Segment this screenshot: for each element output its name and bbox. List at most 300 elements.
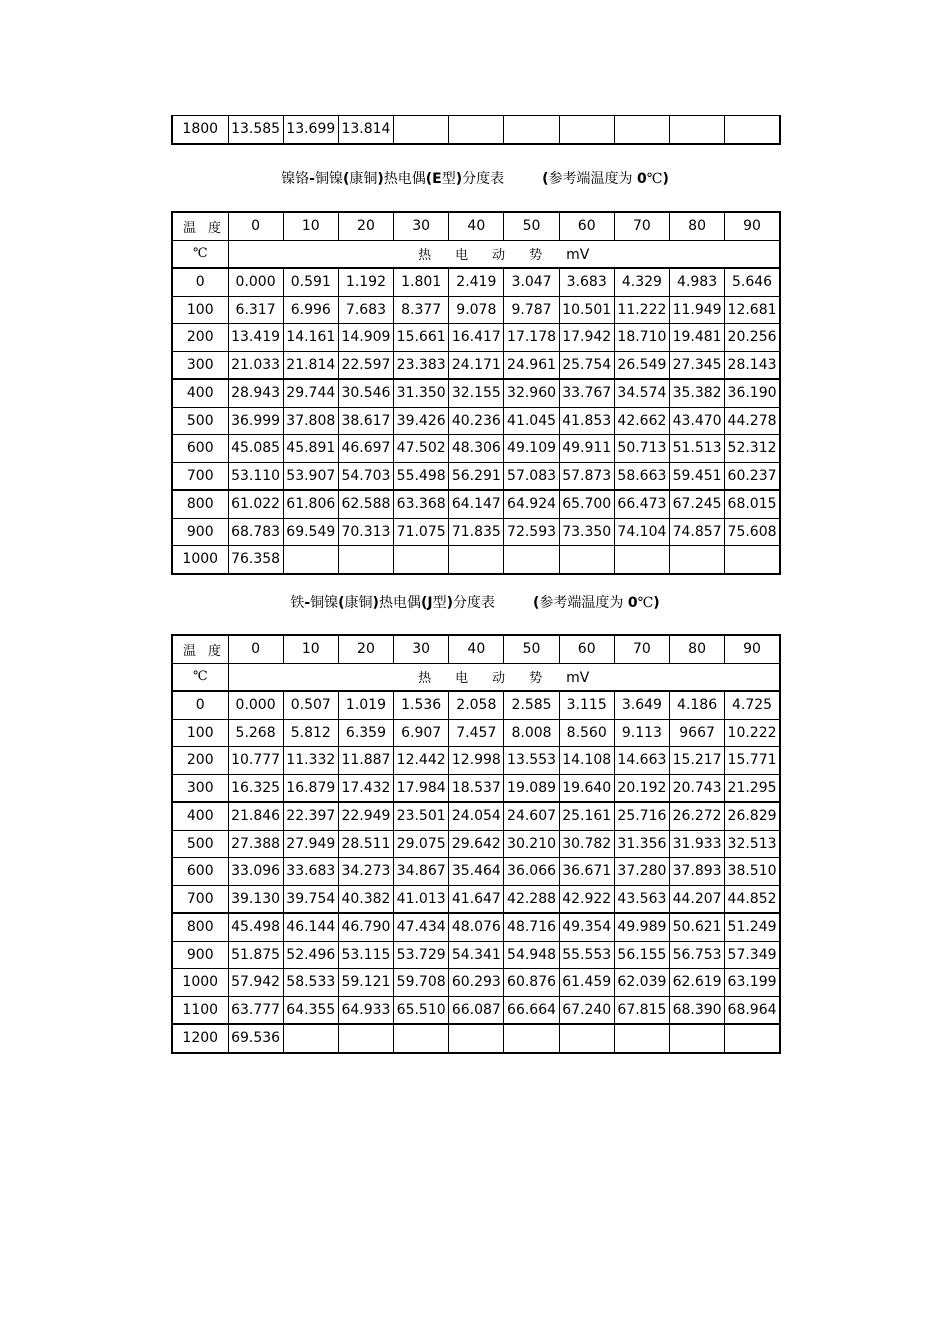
emf-cell: 73.350 [559, 518, 614, 546]
emf-cell: 43.470 [670, 407, 725, 435]
header-row [172, 212, 780, 240]
emf-cell: 8.008 [504, 719, 559, 747]
emf-cell: 41.013 [394, 885, 449, 913]
emf-cell: 12.998 [449, 747, 504, 775]
emf-cell: 57.349 [725, 941, 780, 969]
row-temp-cell: 800 [172, 913, 228, 941]
row-temp-cell: 700 [172, 885, 228, 913]
emf-cell: 3.649 [614, 691, 669, 719]
emf-cell: 41.045 [504, 407, 559, 435]
table-row [172, 719, 780, 747]
emf-cell [725, 546, 780, 574]
emf-cell: 14.663 [614, 747, 669, 775]
emf-cell: 3.047 [504, 268, 559, 296]
emf-cell: 62.039 [614, 969, 669, 997]
emf-header-label: 热电动势 [418, 248, 567, 264]
emf-cell: 21.814 [283, 351, 338, 379]
emf-cell [725, 1024, 780, 1053]
emf-cell [614, 116, 669, 144]
emf-cell [283, 546, 338, 574]
emf-cell: 31.356 [614, 830, 669, 858]
column-header: 60 [559, 635, 614, 663]
emf-cell: 30.210 [504, 830, 559, 858]
emf-cell: 24.607 [504, 802, 559, 830]
emf-cell: 37.893 [670, 858, 725, 886]
table-row [172, 490, 780, 518]
emf-cell: 56.291 [449, 462, 504, 490]
row-temp-cell: 900 [172, 518, 228, 546]
row-temp-cell: 0 [172, 268, 228, 296]
emf-cell: 53.110 [228, 462, 283, 490]
temp-header-label: 温度 [183, 643, 234, 659]
table-e-title: 镍铬-铜镍(康铜)热电偶(E型)分度表 (参考端温度为 0℃) [281, 171, 669, 187]
emf-cell: 43.563 [614, 885, 669, 913]
emf-cell: 75.608 [725, 518, 780, 546]
emf-cell: 17.942 [559, 324, 614, 352]
emf-cell: 60.876 [504, 969, 559, 997]
emf-cell: 8.560 [559, 719, 614, 747]
emf-cell: 2.419 [449, 268, 504, 296]
emf-cell: 34.273 [338, 858, 393, 886]
emf-cell: 47.434 [394, 913, 449, 941]
emf-cell [449, 116, 504, 144]
column-header: 80 [670, 635, 725, 663]
emf-cell [559, 546, 614, 574]
emf-cell: 0.000 [228, 268, 283, 296]
emf-cell: 76.358 [228, 546, 283, 574]
emf-cell: 1.019 [338, 691, 393, 719]
emf-cell: 0.591 [283, 268, 338, 296]
emf-cell: 50.713 [614, 435, 669, 463]
row-temp-cell: 300 [172, 774, 228, 802]
table-row [172, 296, 780, 324]
emf-cell [504, 116, 559, 144]
emf-cell: 69.536 [228, 1024, 283, 1053]
emf-cell: 67.815 [614, 996, 669, 1024]
emf-cell: 74.104 [614, 518, 669, 546]
emf-cell: 2.585 [504, 691, 559, 719]
emf-cell: 16.879 [283, 774, 338, 802]
emf-cell: 56.753 [670, 941, 725, 969]
emf-cell: 26.272 [670, 802, 725, 830]
emf-cell: 1.536 [394, 691, 449, 719]
emf-cell: 66.473 [614, 490, 669, 518]
table-row [172, 747, 780, 775]
emf-cell: 55.553 [559, 941, 614, 969]
table-row [172, 462, 780, 490]
emf-cell: 27.949 [283, 830, 338, 858]
temp-header [172, 635, 234, 663]
table-row [172, 518, 780, 546]
emf-cell: 4.329 [614, 268, 669, 296]
emf-cell: 11.887 [338, 747, 393, 775]
column-header: 0 [228, 212, 283, 240]
emf-cell [449, 1024, 504, 1053]
emf-cell: 7.683 [338, 296, 393, 324]
emf-cell: 46.790 [338, 913, 393, 941]
emf-cell: 29.744 [283, 379, 338, 407]
emf-cell: 57.873 [559, 462, 614, 490]
emf-cell: 67.245 [670, 490, 725, 518]
emf-cell: 22.597 [338, 351, 393, 379]
emf-cell: 28.511 [338, 830, 393, 858]
emf-cell [504, 1024, 559, 1053]
emf-cell: 64.355 [283, 996, 338, 1024]
emf-cell: 13.553 [504, 747, 559, 775]
emf-cell: 57.942 [228, 969, 283, 997]
emf-cell: 63.199 [725, 969, 780, 997]
table-row [172, 435, 780, 463]
emf-cell: 1.192 [338, 268, 393, 296]
emf-cell: 54.703 [338, 462, 393, 490]
emf-cell: 11.949 [670, 296, 725, 324]
table-row [172, 379, 780, 407]
header-row [172, 635, 780, 663]
emf-cell: 42.662 [614, 407, 669, 435]
emf-cell: 24.961 [504, 351, 559, 379]
emf-cell: 42.922 [559, 885, 614, 913]
row-temp-cell: 1800 [172, 116, 228, 144]
emf-cell: 38.510 [725, 858, 780, 886]
emf-cell: 6.907 [394, 719, 449, 747]
emf-cell: 51.875 [228, 941, 283, 969]
table-row [172, 858, 780, 886]
emf-cell: 41.853 [559, 407, 614, 435]
emf-cell: 7.457 [449, 719, 504, 747]
emf-cell: 66.087 [449, 996, 504, 1024]
emf-cell: 35.382 [670, 379, 725, 407]
emf-cell: 58.663 [614, 462, 669, 490]
emf-cell: 68.783 [228, 518, 283, 546]
row-temp-cell: 1000 [172, 546, 228, 574]
table-row [172, 691, 780, 719]
emf-cell: 36.999 [228, 407, 283, 435]
emf-cell: 59.708 [394, 969, 449, 997]
column-header: 20 [338, 635, 393, 663]
emf-cell: 39.426 [394, 407, 449, 435]
emf-cell: 40.382 [338, 885, 393, 913]
emf-cell: 61.459 [559, 969, 614, 997]
column-header: 90 [725, 212, 780, 240]
emf-cell: 15.661 [394, 324, 449, 352]
emf-cell: 51.513 [670, 435, 725, 463]
table-row [172, 324, 780, 352]
table-row [172, 774, 780, 802]
emf-cell: 5.646 [725, 268, 780, 296]
emf-cell: 31.933 [670, 830, 725, 858]
table-row [172, 913, 780, 941]
emf-cell: 6.359 [338, 719, 393, 747]
emf-cell: 1.801 [394, 268, 449, 296]
emf-cell: 24.054 [449, 802, 504, 830]
emf-cell: 68.964 [725, 996, 780, 1024]
emf-cell [338, 1024, 393, 1053]
row-temp-cell: 600 [172, 435, 228, 463]
column-header: 10 [283, 212, 338, 240]
emf-cell: 68.015 [725, 490, 780, 518]
table-fragment-top [171, 115, 781, 145]
emf-cell: 18.710 [614, 324, 669, 352]
emf-cell: 6.317 [228, 296, 283, 324]
emf-cell: 68.390 [670, 996, 725, 1024]
emf-cell: 10.501 [559, 296, 614, 324]
emf-cell: 49.109 [504, 435, 559, 463]
emf-cell: 54.948 [504, 941, 559, 969]
row-temp-cell: 400 [172, 379, 228, 407]
emf-cell: 0.507 [283, 691, 338, 719]
emf-cell: 28.943 [228, 379, 283, 407]
emf-cell: 5.268 [228, 719, 283, 747]
row-temp-cell: 300 [172, 351, 228, 379]
emf-cell: 47.502 [394, 435, 449, 463]
emf-cell: 23.501 [394, 802, 449, 830]
column-header: 50 [504, 635, 559, 663]
emf-cell: 34.574 [614, 379, 669, 407]
emf-cell: 14.161 [283, 324, 338, 352]
row-temp-cell: 1200 [172, 1024, 228, 1053]
table-row [172, 351, 780, 379]
emf-cell: 11.222 [614, 296, 669, 324]
emf-cell [725, 116, 780, 144]
emf-cell: 20.743 [670, 774, 725, 802]
emf-cell: 48.076 [449, 913, 504, 941]
emf-cell: 61.022 [228, 490, 283, 518]
emf-cell: 53.729 [394, 941, 449, 969]
emf-cell: 55.498 [394, 462, 449, 490]
header-row [172, 240, 780, 268]
table-j-title: 铁-铜镍(康铜)热电偶(J型)分度表 (参考端温度为 0℃) [290, 595, 660, 611]
emf-cell: 70.313 [338, 518, 393, 546]
column-header: 20 [338, 212, 393, 240]
emf-cell: 13.419 [228, 324, 283, 352]
emf-cell: 35.464 [449, 858, 504, 886]
emf-cell: 69.549 [283, 518, 338, 546]
emf-cell: 9.078 [449, 296, 504, 324]
emf-cell: 33.683 [283, 858, 338, 886]
emf-cell: 38.617 [338, 407, 393, 435]
emf-cell: 64.147 [449, 490, 504, 518]
emf-cell: 15.771 [725, 747, 780, 775]
emf-cell [394, 116, 449, 144]
emf-header-label: 热电动势 [418, 671, 567, 687]
column-header: 70 [614, 212, 669, 240]
table-row [172, 802, 780, 830]
emf-cell: 26.549 [614, 351, 669, 379]
emf-cell: 34.867 [394, 858, 449, 886]
emf-cell: 60.237 [725, 462, 780, 490]
column-header: 30 [394, 212, 449, 240]
emf-cell: 49.989 [614, 913, 669, 941]
emf-cell: 19.640 [559, 774, 614, 802]
emf-cell: 9.787 [504, 296, 559, 324]
emf-cell: 45.891 [283, 435, 338, 463]
table-row [172, 1024, 780, 1053]
emf-cell: 49.911 [559, 435, 614, 463]
row-temp-cell: 200 [172, 324, 228, 352]
table-row [172, 268, 780, 296]
emf-cell: 58.533 [283, 969, 338, 997]
emf-cell: 67.240 [559, 996, 614, 1024]
row-temp-cell: 600 [172, 858, 228, 886]
column-header: 40 [449, 212, 504, 240]
emf-cell: 53.115 [338, 941, 393, 969]
column-header: 10 [283, 635, 338, 663]
temp-unit-header: ℃ [172, 240, 228, 268]
emf-cell: 74.857 [670, 518, 725, 546]
table-row [172, 969, 780, 997]
column-header: 70 [614, 635, 669, 663]
emf-cell: 21.846 [228, 802, 283, 830]
emf-cell: 46.697 [338, 435, 393, 463]
emf-cell: 13.699 [283, 116, 338, 144]
row-temp-cell: 500 [172, 830, 228, 858]
column-header: 0 [228, 635, 283, 663]
emf-cell: 44.278 [725, 407, 780, 435]
emf-cell: 64.924 [504, 490, 559, 518]
emf-cell: 32.960 [504, 379, 559, 407]
emf-cell: 39.130 [228, 885, 283, 913]
row-temp-cell: 700 [172, 462, 228, 490]
temp-header [172, 212, 234, 240]
column-header: 90 [725, 635, 780, 663]
table-row [172, 996, 780, 1024]
emf-cell: 66.664 [504, 996, 559, 1024]
emf-cell: 3.115 [559, 691, 614, 719]
emf-cell: 17.178 [504, 324, 559, 352]
emf-cell: 59.451 [670, 462, 725, 490]
emf-cell: 63.368 [394, 490, 449, 518]
emf-cell: 4.983 [670, 268, 725, 296]
emf-cell: 6.996 [283, 296, 338, 324]
emf-cell: 22.397 [283, 802, 338, 830]
table-row [172, 116, 780, 144]
emf-cell: 5.812 [283, 719, 338, 747]
emf-cell: 61.806 [283, 490, 338, 518]
emf-cell: 25.161 [559, 802, 614, 830]
emf-cell [670, 116, 725, 144]
emf-cell: 33.767 [559, 379, 614, 407]
emf-cell: 29.642 [449, 830, 504, 858]
emf-cell: 44.852 [725, 885, 780, 913]
emf-cell [559, 1024, 614, 1053]
row-temp-cell: 1100 [172, 996, 228, 1024]
emf-cell: 23.383 [394, 351, 449, 379]
emf-cell: 33.096 [228, 858, 283, 886]
emf-cell: 14.108 [559, 747, 614, 775]
emf-cell [394, 546, 449, 574]
emf-cell: 13.585 [228, 116, 283, 144]
row-temp-cell: 0 [172, 691, 228, 719]
emf-cell: 21.295 [725, 774, 780, 802]
column-header: 30 [394, 635, 449, 663]
emf-cell: 26.829 [725, 802, 780, 830]
row-temp-cell: 1000 [172, 969, 228, 997]
emf-cell: 45.085 [228, 435, 283, 463]
emf-cell: 41.647 [449, 885, 504, 913]
emf-cell: 17.984 [394, 774, 449, 802]
emf-cell: 50.621 [670, 913, 725, 941]
table-j [171, 634, 781, 1054]
emf-cell: 19.481 [670, 324, 725, 352]
emf-cell: 71.835 [449, 518, 504, 546]
emf-cell: 15.217 [670, 747, 725, 775]
emf-cell: 39.754 [283, 885, 338, 913]
emf-cell: 48.716 [504, 913, 559, 941]
emf-unit-label: mV [566, 247, 590, 264]
emf-cell: 25.754 [559, 351, 614, 379]
emf-cell: 3.683 [559, 268, 614, 296]
emf-cell: 59.121 [338, 969, 393, 997]
emf-cell: 31.350 [394, 379, 449, 407]
row-temp-cell: 500 [172, 407, 228, 435]
row-temp-cell: 900 [172, 941, 228, 969]
column-header: 60 [559, 212, 614, 240]
emf-cell [559, 116, 614, 144]
emf-cell: 52.312 [725, 435, 780, 463]
emf-cell: 37.808 [283, 407, 338, 435]
emf-cell: 40.236 [449, 407, 504, 435]
emf-cell: 36.066 [504, 858, 559, 886]
emf-cell: 65.510 [394, 996, 449, 1024]
emf-cell: 19.089 [504, 774, 559, 802]
emf-cell: 30.782 [559, 830, 614, 858]
emf-header [228, 240, 780, 268]
emf-cell: 64.933 [338, 996, 393, 1024]
emf-cell [614, 1024, 669, 1053]
emf-cell: 4.725 [725, 691, 780, 719]
table-row [172, 885, 780, 913]
table-row [172, 830, 780, 858]
emf-cell: 65.700 [559, 490, 614, 518]
emf-cell: 57.083 [504, 462, 559, 490]
emf-cell: 9.113 [614, 719, 669, 747]
emf-cell: 22.949 [338, 802, 393, 830]
emf-cell: 4.186 [670, 691, 725, 719]
emf-cell: 28.143 [725, 351, 780, 379]
table-row [172, 546, 780, 574]
emf-cell: 8.377 [394, 296, 449, 324]
emf-cell [670, 546, 725, 574]
emf-cell: 36.190 [725, 379, 780, 407]
emf-cell: 46.144 [283, 913, 338, 941]
emf-cell [614, 546, 669, 574]
emf-header [228, 663, 780, 691]
emf-cell: 16.417 [449, 324, 504, 352]
emf-cell: 51.249 [725, 913, 780, 941]
emf-cell: 20.192 [614, 774, 669, 802]
emf-cell: 62.588 [338, 490, 393, 518]
emf-cell: 14.909 [338, 324, 393, 352]
emf-cell: 36.671 [559, 858, 614, 886]
emf-cell: 56.155 [614, 941, 669, 969]
emf-cell: 49.354 [559, 913, 614, 941]
emf-cell: 24.171 [449, 351, 504, 379]
row-temp-cell: 400 [172, 802, 228, 830]
emf-cell: 63.777 [228, 996, 283, 1024]
row-temp-cell: 800 [172, 490, 228, 518]
emf-cell: 20.256 [725, 324, 780, 352]
emf-cell: 52.496 [283, 941, 338, 969]
emf-cell: 27.388 [228, 830, 283, 858]
temp-unit-header: ℃ [172, 663, 228, 691]
emf-cell: 30.546 [338, 379, 393, 407]
emf-cell: 62.619 [670, 969, 725, 997]
emf-cell: 21.033 [228, 351, 283, 379]
column-header: 40 [449, 635, 504, 663]
emf-cell: 27.345 [670, 351, 725, 379]
emf-cell: 48.306 [449, 435, 504, 463]
emf-cell: 13.814 [338, 116, 393, 144]
